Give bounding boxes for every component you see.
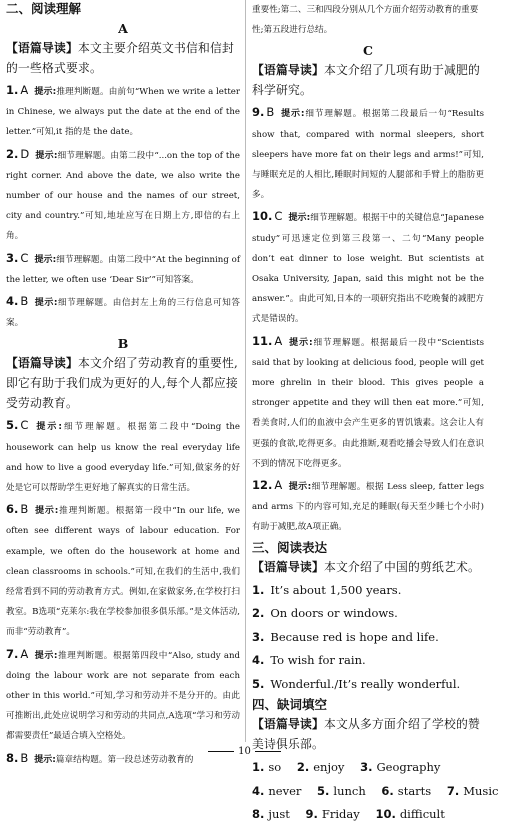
word-answer: enjoy bbox=[313, 760, 345, 775]
answer-item bbox=[6, 499, 240, 642]
word-number: 9. bbox=[305, 807, 318, 822]
word-number: 10. bbox=[375, 807, 396, 822]
section4-answers bbox=[252, 756, 499, 827]
item-number: 1. bbox=[6, 83, 19, 97]
guide-text: 本文主要介绍英文书信和信封的一些格式要求。 bbox=[6, 41, 234, 75]
hint-label: 提示: bbox=[288, 482, 312, 493]
item-answer: A bbox=[274, 478, 283, 493]
word-row bbox=[252, 780, 499, 804]
guide-label: 【语篇导读】 bbox=[6, 356, 78, 371]
answer-text: Wonderful./It’s really wonderful. bbox=[270, 676, 461, 691]
answer-number: 2. bbox=[252, 606, 265, 621]
guide-label: 【语篇导读】 bbox=[252, 717, 324, 732]
answer-line bbox=[252, 626, 484, 650]
item-number: 7. bbox=[6, 646, 19, 661]
word-answer: lunch bbox=[333, 783, 366, 798]
answer-item bbox=[6, 291, 240, 333]
answer-item bbox=[252, 475, 484, 538]
item-answer: B bbox=[20, 294, 29, 309]
answer-line bbox=[252, 602, 484, 626]
item-explanation: 篇章结构题。第一段总述劳动教育的 bbox=[55, 754, 194, 765]
page-footer bbox=[0, 746, 489, 757]
word-number: 7. bbox=[446, 783, 460, 798]
word-row bbox=[252, 756, 484, 780]
item-answer: A bbox=[274, 333, 283, 348]
word-answer: starts bbox=[397, 783, 432, 798]
item-number: 5. bbox=[6, 418, 19, 433]
item-explanation: 推理判断题。由前句“When we write a letter in Chinese, we always put the date at the end of the letter.”可知,it 指的是 the date。 bbox=[6, 87, 240, 138]
item-explanation: 推理判断题。根据第一段中“In our life, we often see different ways of labour education. For example, we often do the housework at home and clean classrooms in schools.”可知,在我们的生活中,我们经常看到不同的劳动教育方式。例如,在家做家务,在学校打扫教室。B选项“克莱尔:我在学校参加很多俱乐部。”是文体活动,而非“劳动教育”。 bbox=[6, 506, 240, 638]
answer-item bbox=[252, 206, 484, 329]
item-answer: C bbox=[274, 209, 283, 224]
word-number: 1. bbox=[252, 760, 265, 775]
word-answer: Friday bbox=[321, 807, 360, 822]
word-answer: Geography bbox=[376, 760, 441, 775]
hint-label: 提示: bbox=[34, 754, 56, 765]
answer-text: It’s about 1,500 years. bbox=[270, 582, 402, 597]
word-answer: difficult bbox=[399, 807, 445, 822]
continued-explanation: 重要性;第二、三和四段分别从几个方面介绍劳动教育的重要性;第五段进行总结。 bbox=[252, 5, 479, 36]
word-number: 6. bbox=[381, 783, 394, 798]
section-heading-reading-expression: 三、阅读表达 bbox=[252, 539, 328, 555]
item-answer: A bbox=[20, 83, 29, 97]
answer-item bbox=[6, 248, 240, 290]
guide-text: 本文从多方面介绍了学校的赞美诗俱乐部。 bbox=[252, 717, 480, 752]
answer-item bbox=[6, 80, 240, 143]
right-column bbox=[252, 0, 499, 827]
item-number: 3. bbox=[6, 250, 19, 265]
passage-b-guide bbox=[6, 353, 240, 413]
item-answer: B bbox=[20, 750, 29, 765]
column-divider bbox=[245, 0, 246, 742]
word-answer: so bbox=[268, 760, 282, 775]
word-number: 4. bbox=[252, 783, 265, 798]
item-explanation: 细节理解题。由信封左上角的三行信息可知答案。 bbox=[6, 298, 240, 329]
hint-label: 提示: bbox=[34, 506, 59, 517]
footer-rule-right bbox=[255, 751, 281, 752]
hint-label: 提示: bbox=[35, 150, 58, 161]
hint-label: 提示: bbox=[288, 213, 311, 224]
passage-a-items bbox=[6, 80, 240, 333]
section3-answers bbox=[252, 579, 484, 697]
item-explanation: 推理判断题。根据第四段中“Also, study and doing the labour work are not separate from each other in this world.”可知,学习和劳动并不是分开的。由此可推断出,此处应说明学习和劳动的共同点,A选项“学习和劳动都需要责任”最适合填入空格处。 bbox=[6, 650, 240, 742]
word-answer: Music bbox=[463, 783, 499, 798]
item-explanation: 细节理解题。根据第二段中“Doing the housework can help us know the real everyday life and how to live a good everyday life.”可知,做家务的好处是它可以帮助学生更好地了解真实的日常生活。 bbox=[6, 422, 240, 494]
answer-item bbox=[252, 331, 484, 474]
answer-line bbox=[252, 673, 484, 697]
item-answer: A bbox=[20, 646, 29, 661]
guide-text: 本文介绍了中国的剪纸艺术。 bbox=[323, 559, 480, 574]
item-answer: D bbox=[20, 146, 30, 161]
word-row bbox=[252, 803, 484, 827]
section3-guide bbox=[252, 557, 484, 577]
guide-text: 本文介绍了几项有助于减肥的科学研究。 bbox=[252, 63, 480, 98]
guide-label: 【语篇导读】 bbox=[252, 63, 324, 78]
item-answer: C bbox=[20, 250, 29, 265]
section-heading-reading-comprehension: 二、阅读理解 bbox=[6, 1, 82, 16]
word-number: 2. bbox=[296, 760, 310, 775]
item-answer: C bbox=[20, 418, 29, 433]
hint-label: 提示: bbox=[34, 422, 62, 433]
answer-number: 3. bbox=[252, 629, 265, 644]
answer-number: 4. bbox=[252, 653, 265, 668]
item-explanation: 细节理解题。根据最后一段中“Scientists said that by looking at delicious food, people will get more ghrelin in their blood. This gives people a stronger appetite and they will then eat more.”可知,看美食时,人们的血液中会产生更多的胃饥饿素。这会让人有更强的食欲,吃得更多。由此推断,观看吃播会导致人们在意识不到的情况下吃得更多。 bbox=[252, 337, 484, 469]
item-number: 4. bbox=[6, 294, 19, 309]
item-explanation: 细节理解题。由第二段中“...on the top of the right corner. And above the date, we also write the number of our house and the names of our street, city and country.”可知,地址应写在日期上方,即信的右上角。 bbox=[6, 150, 240, 242]
word-answer: never bbox=[268, 783, 302, 798]
answer-item bbox=[6, 415, 240, 498]
hint-label: 提示: bbox=[34, 298, 58, 309]
item-number: 2. bbox=[6, 146, 19, 161]
guide-label: 【语篇导读】 bbox=[6, 41, 78, 55]
hint-label: 提示: bbox=[34, 650, 58, 661]
guide-text: 本文介绍了劳动教育的重要性,即它有助于我们成为更好的人,每个人都应接受劳动教育。 bbox=[6, 356, 238, 411]
item-number: 11. bbox=[252, 333, 273, 348]
answer-text: Because red is hope and life. bbox=[270, 629, 439, 644]
hint-label: 提示: bbox=[34, 87, 57, 97]
passage-c-letter: C bbox=[363, 43, 373, 59]
item-explanation: 细节理解题。根据干中的关键信息“Japanese study”可迅速定位到第三段第一、二句“Many people don’t eat dinner to lose weight. But scientists at Osaka University, Japan, said this might not be the answer.”。由此可知,日本的一项研究指出不吃晚餐的减肥方式是错误的。 bbox=[252, 213, 484, 325]
passage-b-items bbox=[6, 415, 240, 769]
word-answer: just bbox=[268, 807, 290, 822]
item-explanation: 细节理解题。由第二段中“At the beginning of the letter, we often use ‘Dear Sir’”可知答案。 bbox=[6, 254, 240, 285]
item-number: 10. bbox=[252, 209, 273, 224]
hint-label: 提示: bbox=[280, 109, 305, 120]
answer-text: On doors or windows. bbox=[270, 606, 398, 621]
left-column bbox=[6, 0, 240, 771]
passage-c-items bbox=[252, 102, 484, 537]
page-number: 10 bbox=[238, 746, 251, 757]
passage-b-letter: B bbox=[117, 336, 129, 352]
item-number: 9. bbox=[252, 105, 265, 120]
answer-item bbox=[6, 644, 240, 747]
passage-a-guide bbox=[6, 38, 240, 78]
answer-line bbox=[252, 579, 484, 603]
word-number: 3. bbox=[360, 760, 373, 775]
item-explanation: 细节理解题。根据 Less sleep, fatter legs and arms 下的内容可知,充足的睡眠(每天至少睡七个小时)有助于减肥,故A项正确。 bbox=[252, 482, 484, 533]
item-number: 12. bbox=[252, 478, 273, 493]
guide-label: 【语篇导读】 bbox=[252, 559, 324, 574]
item-number: 6. bbox=[6, 502, 19, 517]
section-heading-cloze: 四、缺词填空 bbox=[252, 697, 328, 713]
passage-a-letter: A bbox=[118, 21, 128, 36]
item-answer: B bbox=[266, 105, 275, 120]
answer-line bbox=[252, 649, 484, 673]
answer-item bbox=[252, 102, 484, 205]
item-number: 8. bbox=[6, 750, 19, 765]
hint-label: 提示: bbox=[288, 337, 313, 348]
answer-number: 5. bbox=[252, 676, 265, 691]
answer-text: To wish for rain. bbox=[270, 653, 366, 668]
answer-number: 1. bbox=[252, 582, 265, 597]
footer-rule-left bbox=[208, 751, 234, 752]
word-number: 8. bbox=[252, 807, 265, 822]
hint-label: 提示: bbox=[34, 254, 57, 265]
item-answer: B bbox=[20, 502, 29, 517]
passage-c-guide bbox=[252, 60, 484, 100]
item-explanation: 细节理解题。根据第二段最后一句“Results show that, compared with normal sleepers, short sleepers have more fat on their legs and arms!”可知,与睡眠充足的人相比,睡眠时间短的人腿部和手臂上的脂肪更多。 bbox=[252, 109, 484, 201]
answer-item bbox=[6, 144, 240, 247]
word-number: 5. bbox=[317, 783, 330, 798]
